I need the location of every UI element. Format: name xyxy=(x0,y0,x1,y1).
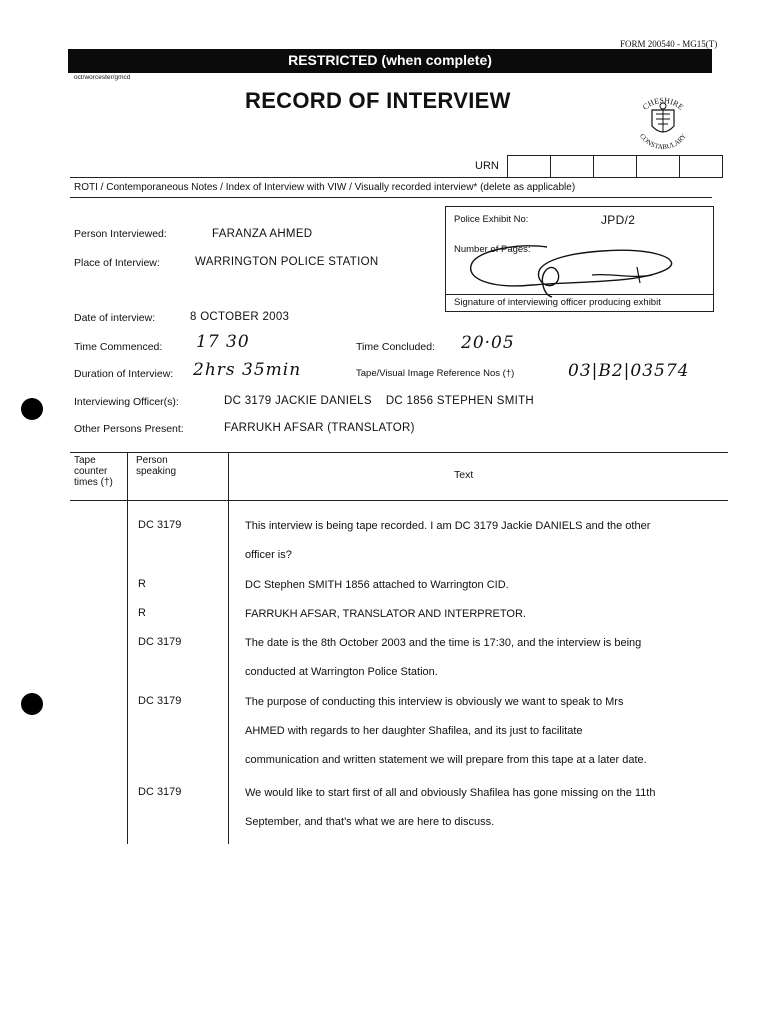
row-text-line: communication and written statement we will prepare from this tape at a later date. xyxy=(245,754,647,766)
row-speaker: DC 3179 xyxy=(138,695,182,707)
punch-hole xyxy=(21,693,43,715)
place-of-interview: WARRINGTON POLICE STATION xyxy=(195,256,379,268)
person-interviewed: FARANZA AHMED xyxy=(212,228,313,240)
punch-hole xyxy=(21,398,43,420)
row-text-line: FARRUKH AFSAR, TRANSLATOR AND INTERPRETOR. xyxy=(245,608,526,620)
svg-text:CONSTABULARY xyxy=(638,132,688,151)
signature-scribble xyxy=(452,239,702,299)
time-concluded-label: Time Concluded: xyxy=(356,341,435,353)
divider xyxy=(70,197,712,198)
roti-line: ROTI / Contemporaneous Notes / Index of Interview with VIW / Visually recorded interview* (delete as applicable) xyxy=(74,182,576,193)
row-text-line: We would like to start first of all and obviously Shafilea has gone missing on the 11th xyxy=(245,787,656,799)
urn-box[interactable] xyxy=(679,155,723,178)
date-label: Date of interview: xyxy=(74,312,156,324)
urn-box[interactable] xyxy=(636,155,680,178)
file-path: oct/worcester/gmcd xyxy=(74,74,131,81)
tape-reference: 03|B2|03574 xyxy=(568,361,690,381)
place-of-interview-label: Place of Interview: xyxy=(74,257,160,269)
interviewing-officers: DC 3179 JACKIE DANIELS DC 1856 STEPHEN SMITH xyxy=(224,395,534,407)
others-present-label: Other Persons Present: xyxy=(74,423,184,435)
duration-label: Duration of Interview: xyxy=(74,368,174,380)
row-text-line: DC Stephen SMITH 1856 attached to Warrington CID. xyxy=(245,579,509,591)
person-interviewed-label: Person Interviewed: xyxy=(74,228,167,240)
row-text-line: AHMED with regards to her daughter Shafilea, and its just to facilitate xyxy=(245,725,583,737)
row-text-line: officer is? xyxy=(245,549,292,561)
row-text-line: This interview is being tape recorded. I am DC 3179 Jackie DANIELS and the other xyxy=(245,520,651,532)
urn-box[interactable] xyxy=(593,155,637,178)
time-concluded: 20·05 xyxy=(461,333,515,353)
time-commenced-label: Time Commenced: xyxy=(74,341,163,353)
urn-boxes[interactable] xyxy=(508,155,723,178)
duration: 2hrs 35min xyxy=(193,360,302,380)
officers-label: Interviewing Officer(s): xyxy=(74,396,179,408)
urn-box[interactable] xyxy=(550,155,594,178)
row-speaker: DC 3179 xyxy=(138,636,182,648)
urn-label: URN xyxy=(475,160,499,172)
crest-top-text: CHESHIRE xyxy=(640,95,686,112)
exhibit-box xyxy=(445,206,714,312)
date-of-interview: 8 OCTOBER 2003 xyxy=(190,311,290,323)
row-text-line: The date is the 8th October 2003 and the time is 17:30, and the interview is being xyxy=(245,637,642,649)
urn-box[interactable] xyxy=(507,155,551,178)
row-text-line: September, and that's what we are here to discuss. xyxy=(245,816,495,828)
col-header-person: Person speaking xyxy=(136,455,177,477)
tape-reference-label: Tape/Visual Image Reference Nos (†) xyxy=(356,368,515,379)
row-text-line: conducted at Warrington Police Station. xyxy=(245,666,438,678)
transcript-table xyxy=(70,452,728,844)
exhibit-no-label: Police Exhibit No: xyxy=(454,214,529,225)
row-text-line: The purpose of conducting this interview is obviously we want to speak to Mrs xyxy=(245,696,624,708)
signature-line xyxy=(446,294,713,295)
col-header-tape: Tape counter times (†) xyxy=(74,455,113,488)
restricted-banner: RESTRICTED (when complete) xyxy=(68,49,712,73)
page-title: RECORD OF INTERVIEW xyxy=(245,88,511,113)
other-persons-present: FARRUKH AFSAR (TRANSLATOR) xyxy=(224,422,415,434)
cheshire-constabulary-crest xyxy=(630,92,696,154)
pages-label: Number of Pages: xyxy=(454,244,531,255)
form-number: FORM 200540 - MG15(T) xyxy=(620,39,718,49)
time-commenced: 17 30 xyxy=(196,332,250,352)
row-speaker: DC 3179 xyxy=(138,519,182,531)
row-speaker: R xyxy=(138,578,146,590)
col-header-text: Text xyxy=(454,469,474,481)
row-speaker: DC 3179 xyxy=(138,786,182,798)
exhibit-no: JPD/2 xyxy=(601,213,636,227)
divider xyxy=(70,177,712,178)
row-speaker: R xyxy=(138,607,146,619)
crest-bottom-text: CONSTABULARY xyxy=(638,132,688,152)
signature-label: Signature of interviewing officer producing exhibit xyxy=(454,297,661,308)
